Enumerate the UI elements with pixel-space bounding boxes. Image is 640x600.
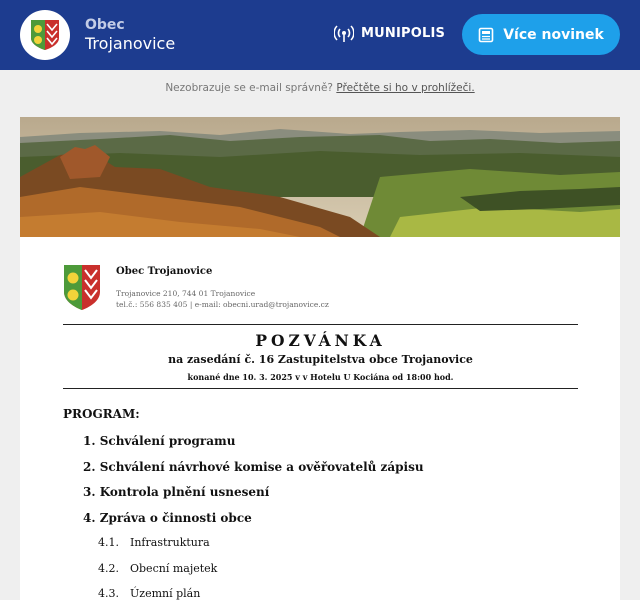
newspaper-icon bbox=[478, 27, 494, 43]
program-item: 1. Schválení programu bbox=[83, 434, 236, 448]
program-heading: PROGRAM: bbox=[63, 407, 140, 421]
crest-icon bbox=[63, 264, 101, 311]
program-subitem: 4.3. Územní plán bbox=[98, 587, 201, 600]
org-label: Obec bbox=[85, 17, 125, 33]
brand-label: MUNIPOLIS bbox=[361, 25, 446, 41]
program-list bbox=[83, 434, 578, 536]
program-subitem: 4.2. Obecní majetek bbox=[98, 561, 218, 575]
invitation-title: POZVÁNKA bbox=[255, 331, 386, 350]
program-subitem: 4.1. Infrastruktura bbox=[98, 536, 210, 549]
org-contact: tel.č.: 556 835 405 | e-mail: obecni.urad@trojanovice.cz bbox=[116, 299, 329, 309]
notice-text: Nezobrazuje se e-mail správně? bbox=[165, 82, 333, 94]
town-name: Trojanovice bbox=[85, 33, 176, 53]
program-item: 4. Zpráva o činnosti obce bbox=[83, 510, 252, 525]
more-news-label: Více novinek bbox=[503, 26, 604, 43]
top-header bbox=[0, 0, 640, 70]
org-address: Trojanovice 210, 744 01 Trojanovice bbox=[116, 289, 256, 298]
org-address-block bbox=[116, 289, 329, 311]
browser-view-notice bbox=[0, 70, 640, 117]
letter-header-text bbox=[116, 264, 329, 312]
crest-icon bbox=[30, 19, 60, 51]
program-subitems bbox=[98, 536, 578, 600]
org-name: Obec Trojanovice bbox=[116, 266, 213, 277]
meeting-date-line: konané dne 10. 3. 2025 v v Hotelu U Kociána od 18:00 hod. bbox=[187, 372, 454, 382]
munipolis-brand[interactable] bbox=[334, 23, 445, 43]
town-crest-logo[interactable] bbox=[20, 10, 70, 60]
program-item: 3. Kontrola plnění usnesení bbox=[83, 485, 270, 499]
town-title bbox=[85, 17, 175, 53]
invitation-subtitle: na zasedání č. 16 Zastupitelstva obce Trojanovice bbox=[168, 353, 473, 366]
more-news-button[interactable] bbox=[462, 14, 620, 55]
email-content-card bbox=[20, 117, 620, 600]
program-item: 2. Schválení návrhové komise a ověřovatelů zápisu bbox=[83, 459, 424, 474]
divider bbox=[63, 388, 578, 389]
broadcast-icon bbox=[334, 23, 354, 43]
invitation-letter bbox=[20, 264, 620, 600]
landscape-banner-image bbox=[20, 117, 620, 237]
letter-header bbox=[63, 264, 578, 312]
divider bbox=[63, 324, 578, 325]
view-in-browser-link[interactable]: Přečtěte si ho v prohlížeči. bbox=[336, 82, 475, 94]
